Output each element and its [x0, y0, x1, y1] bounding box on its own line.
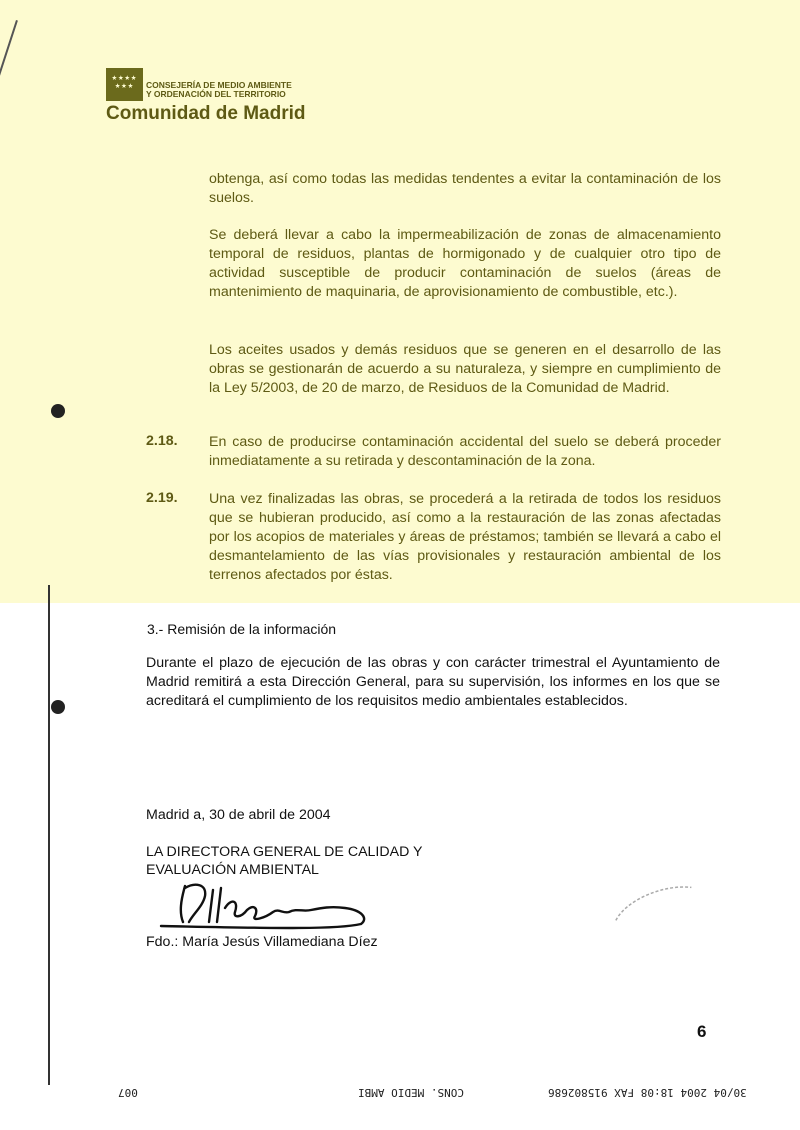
fax-header-page: 007: [118, 1086, 138, 1099]
paragraph-used-oils: Los aceites usados y demás residuos que se generen en el desarrollo de las obras se gestionarán de acuerdo a su naturaleza, y siempre en cumplimiento de la Ley 5/2003, de 20 de marzo, de Residuos de la Comunidad de Madrid.: [209, 342, 721, 396]
stamp-icon: [605, 873, 700, 929]
section-3-text: Durante el plazo de ejecución de las obras y con carácter trimestral el Ayuntamiento de Madrid remitirá a esta Dirección General, para su supervisión, los informes en los que se acreditará el cumplimiento de los requisitos medio ambientales establecidos.: [146, 655, 720, 709]
margin-line: [48, 585, 50, 1085]
logo-name: Comunidad de Madrid: [106, 103, 306, 124]
signer-title-line-2: EVALUACIÓN AMBIENTAL: [146, 862, 319, 878]
punch-hole: [51, 404, 65, 418]
page-number: 6: [697, 1022, 707, 1041]
date-line: Madrid a, 30 de abril de 2004: [146, 807, 331, 823]
faint-stamp: [605, 873, 700, 931]
item-text-2-18: En caso de producirse contaminación accidental del suelo se deberá proceder inmediatamente a su retirada y descontaminación de la zona.: [209, 434, 721, 469]
paragraph-waterproofing: Se deberá llevar a cabo la impermeabilización de zonas de almacenamiento temporal de residuos, plantas de hormigonado y de cualquier otro tipo de actividad susceptible de producir contaminación de suelos (áreas de mantenimiento de maquinaria, de aprovisionamiento de combustible, etc.).: [209, 227, 721, 300]
fax-header-sender: CONS. MEDIO AMBI: [358, 1086, 464, 1099]
item-number-2-19: 2.19.: [146, 490, 178, 506]
section-3-title: 3.- Remisión de la información: [147, 621, 337, 637]
stars-logo-icon: ★★★★ ★★★: [106, 68, 143, 101]
logo-line-2: Y ORDENACIÓN DEL TERRITORIO: [146, 89, 286, 99]
item-text-2-19: Una vez finalizadas las obras, se procederá a la retirada de todos los residuos que se hubieran producido, así como a la restauración de las zonas afectadas por los acopios de materiales y áreas de préstamos; también se llevará a cabo el desmantelamiento de las vías provisionales y restauración ambiental de los terrenos afectados por éstas.: [209, 491, 721, 583]
punch-hole: [51, 700, 65, 714]
item-number-2-18: 2.18.: [146, 433, 178, 449]
paragraph-soil-measures: obtenga, así como todas las medidas tendentes a evitar la contaminación de los suelos.: [209, 171, 721, 206]
logo-line-1: CONSEJERÍA DE MEDIO AMBIENTE: [146, 80, 292, 90]
signer-title-line-1: LA DIRECTORA GENERAL DE CALIDAD Y: [146, 844, 423, 860]
signature-icon: [155, 878, 395, 930]
signer-name: Fdo.: María Jesús Villamediana Díez: [146, 934, 378, 950]
fax-header-datetime: 30/04 2004 18:08 FAX 915802686: [548, 1086, 747, 1099]
